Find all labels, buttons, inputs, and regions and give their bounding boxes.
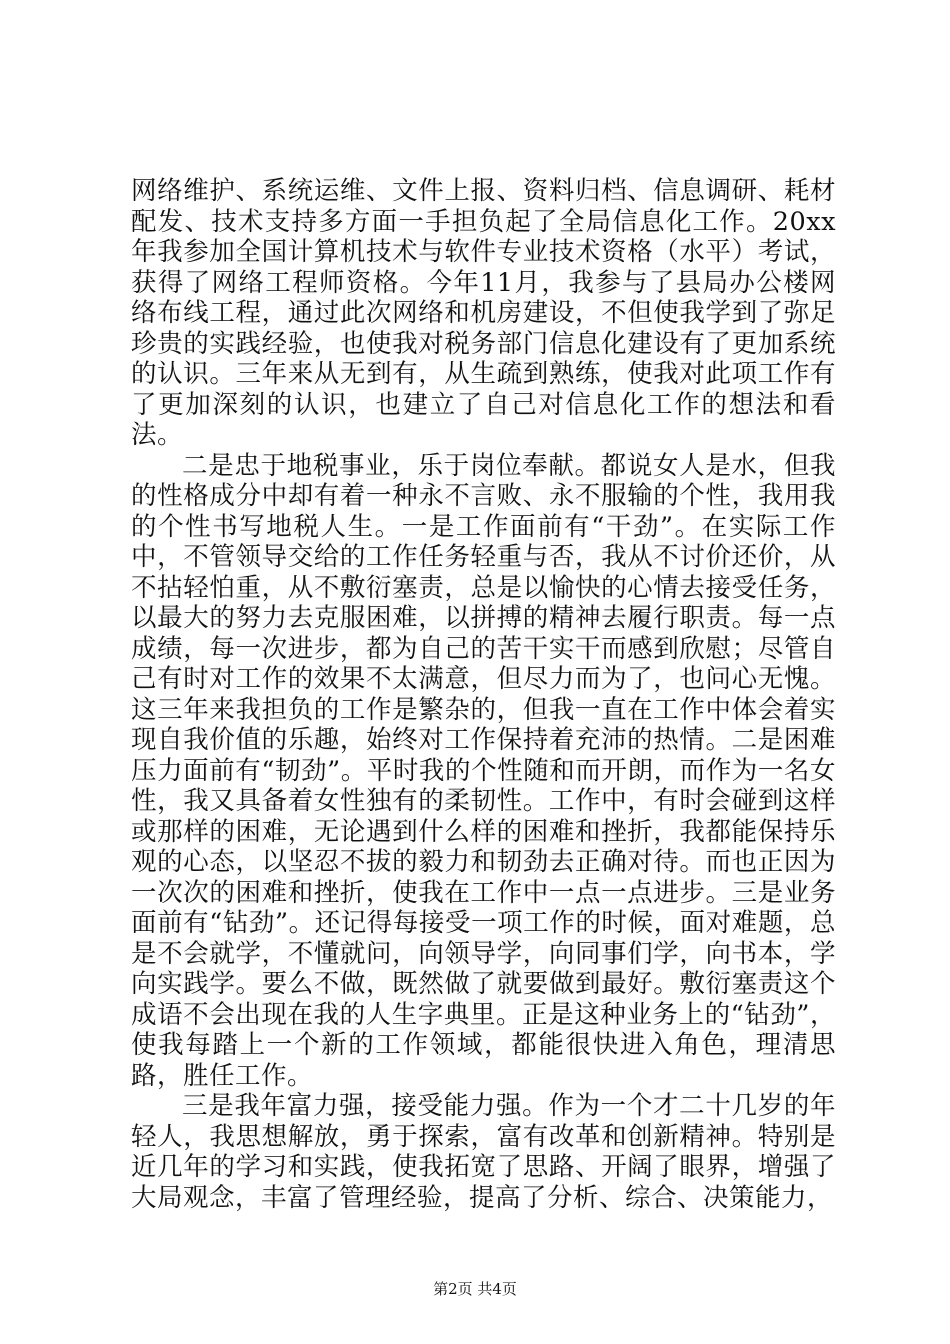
page-footer: 第2页 共4页 [433,1280,517,1298]
paragraph-2: 二是忠于地税事业，乐于岗位奉献。都说女人是水，但我的性格成分中却有着一种永不言败、永不服输的个性，我用我的个性书写地税人生。一是工作面前有“干劲”。在实际工作中，不管领导交给的工作任务轻重与否，我从不讨价还价，从不拈轻怕重，从不敷衍塞责，总是以愉快的心情去接受任务，以最大的努力去克服困难，以拼搏的精神去履行职责。每一点成绩，每一次进步，都为自己的苦干实干而感到欣慰；尽管自己有时对工作的效果不太满意，但尽力而为了，也问心无愧。这三年来我担负的工作是繁杂的，但我一直在工作中体会着实现自我价值的乐趣，始终对工作保持着充沛的热情。二是困难压力面前有“韧劲”。平时我的个性随和而开朗，而作为一名女性，我又具备着女性独有的柔韧性。工作中，有时会碰到这样或那样的困难，无论遇到什么样的困难和挫折，我都能保持乐观的心态，以坚忍不拔的毅力和韧劲去正确对待。而也正因为一次次的困难和挫折，使我在工作中一点一点进步。三是业务面前有“钻劲”。还记得每接受一项工作的时候，面对难题，总是不会就学，不懂就问，向领导学，向同事们学，向书本，学向实践学。要么不做，既然做了就要做到最好。敷衍塞责这个成语不会出现在我的人生字典里。正是这种业务上的“钻劲”，使我每踏上一个新的工作领域，都能很快进入角色，理清思路，胜任工作。 [131,450,836,1091]
paragraph-1: 网络维护、系统运维、文件上报、资料归档、信息调研、耗材配发、技术支持多方面一手担负起了全局信息化工作。20xx年我参加全国计算机技术与软件专业技术资格（水平）考试，获得了网络工程师资格。今年11月，我参与了县局办公楼网络布线工程，通过此次网络和机房建设，不但使我学到了弥足珍贵的实践经验，也使我对税务部门信息化建设有了更加系统的认识。三年来从无到有，从生疏到熟练，使我对此项工作有了更加深刻的认识，也建立了自己对信息化工作的想法和看法。 [131,176,836,450]
paragraph-3: 三是我年富力强，接受能力强。作为一个才二十几岁的年轻人，我思想解放，勇于探索，富有改革和创新精神。特别是近几年的学习和实践，使我拓宽了思路、开阔了眼界，增强了大局观念，丰富了管理经验，提高了分析、综合、决策能力， [131,1091,836,1213]
body-text [131,176,836,1213]
